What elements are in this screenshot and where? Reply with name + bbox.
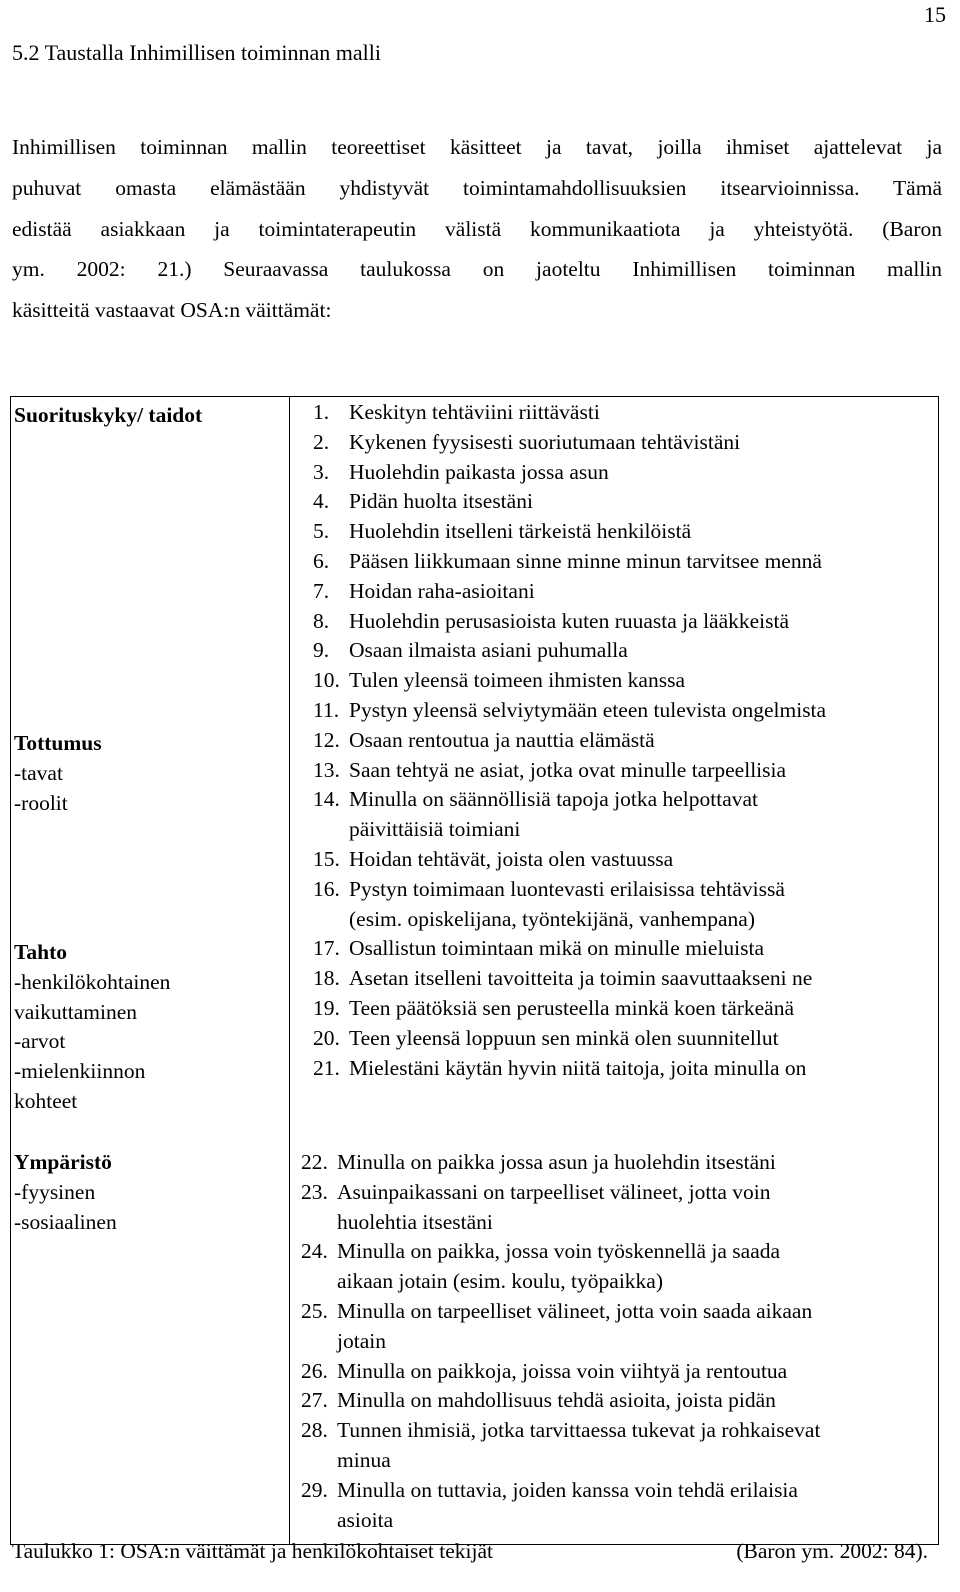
statement-number: 9. xyxy=(313,638,330,663)
category-sub: -arvot xyxy=(14,1029,66,1054)
statement-text: Asuinpaikassani on tarpeelliset välineet, jotta voin xyxy=(337,1179,771,1204)
category-title: Tahto xyxy=(14,940,67,964)
statement-number: 20. xyxy=(313,1025,340,1050)
statement-item xyxy=(301,1416,820,1446)
statement-text: Osallistun toimintaan mikä on minulle mieluista xyxy=(349,936,765,961)
statement-number: 6. xyxy=(313,548,330,573)
statement-continuation: (esim. opiskelijana, työntekijänä, vanhempana) xyxy=(349,906,755,931)
statement-text: Hoidan tehtävät, joista olen vastuussa xyxy=(349,846,674,871)
statement-number: 19. xyxy=(313,995,340,1020)
statement-text: Tunnen ihmisiä, jotka tarvittaessa tukevat ja rohkaisevat xyxy=(337,1418,821,1443)
statement-item xyxy=(313,1054,826,1084)
statement-item xyxy=(313,547,826,577)
category-sub: -fyysinen xyxy=(14,1179,96,1204)
statement-text: Keskityn tehtäviini riittävästi xyxy=(349,400,600,424)
statement-item xyxy=(301,1297,820,1327)
statement-text: Minulla on paikka jossa asun ja huolehdin itsestäni xyxy=(337,1150,776,1174)
statement-continuation: päivittäisiä toimiani xyxy=(349,817,521,842)
statement-text: Pidän huolta itsestäni xyxy=(349,489,533,514)
statement-item xyxy=(313,726,826,756)
category-sub: -tavat xyxy=(14,760,63,785)
statement-item xyxy=(313,934,826,964)
statement-item xyxy=(313,577,826,607)
statement-continuation: jotain xyxy=(337,1328,386,1353)
category-title: Suorituskyky/ taidot xyxy=(14,403,203,427)
statement-item xyxy=(313,458,826,488)
statement-text: Minulla on paikkoja, joissa voin viihtyä ja rentoutua xyxy=(337,1358,788,1383)
paragraph-line: käsitteitä vastaavat OSA:n väittämät: xyxy=(12,298,332,323)
statement-number: 23. xyxy=(301,1179,328,1204)
statement-text: Minulla on tarpeelliset välineet, jotta voin saada aikaan xyxy=(337,1298,813,1323)
statement-text: Tulen yleensä toimeen ihmisten kanssa xyxy=(349,668,685,693)
statement-item xyxy=(313,487,826,517)
statement-text: Asetan itselleni tavoitteita ja toimin saavuttaakseni ne xyxy=(349,966,813,991)
statement-item xyxy=(313,666,826,696)
statement-text: Minulla on säännöllisiä tapoja jotka helpottavat xyxy=(349,787,759,812)
statement-text: Huolehdin itselleni tärkeistä henkilöistä xyxy=(349,519,692,544)
statement-item xyxy=(313,845,826,875)
statement-text: Pystyn yleensä selviytymään eteen tulevista ongelmista xyxy=(349,697,827,722)
statement-text: Minulla on mahdollisuus tehdä asioita, joista pidän xyxy=(337,1388,776,1413)
statement-text: Osaan ilmaista asiani puhumalla xyxy=(349,638,628,663)
statement-item xyxy=(313,875,826,905)
statement-number: 11. xyxy=(313,697,340,722)
statement-number: 21. xyxy=(313,1055,340,1080)
statement-number: 24. xyxy=(301,1239,328,1264)
paragraph-line: Inhimillisen toiminnan mallin teoreettiset käsitteet ja tavat, joilla ihmiset ajattelevat ja xyxy=(12,135,942,159)
paragraph-line: ym. 2002: 21.) Seuraavassa taulukossa on jaoteltu Inhimillisen toiminnan mallin xyxy=(12,257,942,282)
statement-text: Osaan rentoutua ja nauttia elämästä xyxy=(349,727,655,752)
statement-number: 12. xyxy=(313,727,340,752)
page-number: 15 xyxy=(924,2,946,27)
statement-item xyxy=(313,1024,826,1054)
statement-number: 28. xyxy=(301,1418,328,1443)
statement-text: Saan tehtyä ne asiat, jotka ovat minulle tarpeellisia xyxy=(349,757,787,782)
statement-item xyxy=(313,517,826,547)
statement-text: Minulla on tuttavia, joiden kanssa voin tehdä erilaisia xyxy=(337,1477,798,1502)
category-sub: -roolit xyxy=(14,790,68,815)
statement-continuation: aikaan jotain (esim. koulu, työpaikka) xyxy=(337,1269,663,1294)
statement-text: Teen päätöksiä sen perusteella minkä koen tärkeänä xyxy=(349,995,795,1020)
statement-item xyxy=(313,398,826,428)
category-environment xyxy=(14,1148,117,1237)
category-sub: kohteet xyxy=(14,1088,78,1113)
caption-source: (Baron ym. 2002: 84). xyxy=(736,1539,928,1563)
statement-text: Minulla on paikka, jossa voin työskennellä ja saada xyxy=(337,1239,781,1264)
statement-item xyxy=(313,696,826,726)
statement-number: 13. xyxy=(313,757,340,782)
statement-number: 5. xyxy=(313,519,330,544)
category-performance xyxy=(14,401,202,431)
statement-text: Huolehdin paikasta jossa asun xyxy=(349,459,609,484)
statement-continuation: huolehtia itsestäni xyxy=(337,1209,493,1234)
statement-number: 3. xyxy=(313,459,330,484)
statement-text: Teen yleensä loppuun sen minkä olen suunnitellut xyxy=(349,1025,779,1050)
category-sub: -henkilökohtainen xyxy=(14,969,171,994)
statement-item xyxy=(301,1178,820,1208)
category-sub: -mielenkiinnon xyxy=(14,1059,146,1084)
statement-text: Kykenen fyysisesti suoriutumaan tehtävistäni xyxy=(349,429,741,454)
table-caption xyxy=(12,1539,928,1564)
paragraph-line: edistää asiakkaan ja toimintaterapeutin välistä kommunikaatiota ja yhteistyötä. (Baron xyxy=(12,216,942,241)
statement-continuation: asioita xyxy=(337,1507,394,1532)
statement-item xyxy=(301,1386,820,1416)
statement-number: 2. xyxy=(313,429,330,454)
category-title: Ympäristö xyxy=(14,1150,112,1174)
environment-statement-list xyxy=(301,1148,820,1535)
statement-text: Huolehdin perusasioista kuten ruuasta ja lääkkeistä xyxy=(349,608,790,633)
statement-item xyxy=(313,636,826,666)
category-sub: vaikuttaminen xyxy=(14,999,137,1024)
statement-item xyxy=(313,994,826,1024)
category-habituation xyxy=(14,729,102,818)
statement-number: 1. xyxy=(313,400,330,424)
caption-text: Taulukko 1: OSA:n väittämät ja henkilökohtaiset tekijät xyxy=(12,1539,493,1563)
statement-item xyxy=(313,756,826,786)
statement-text: Mielestäni käytän hyvin niitä taitoja, joita minulla on xyxy=(349,1055,807,1080)
category-volition xyxy=(14,938,170,1117)
statement-number: 10. xyxy=(313,668,340,693)
column-divider xyxy=(289,397,290,1544)
statement-text: Hoidan raha-asioitani xyxy=(349,578,535,603)
statement-item xyxy=(301,1148,820,1178)
statement-number: 15. xyxy=(313,846,340,871)
statement-text: Pystyn toimimaan luontevasti erilaisissa tehtävissä xyxy=(349,876,785,901)
statement-item xyxy=(313,607,826,637)
statement-number: 22. xyxy=(301,1150,328,1174)
statement-item xyxy=(313,785,826,815)
statement-number: 26. xyxy=(301,1358,328,1383)
statement-number: 16. xyxy=(313,876,340,901)
osa-table xyxy=(10,396,939,1545)
statement-number: 17. xyxy=(313,936,340,961)
statement-number: 8. xyxy=(313,608,330,633)
statement-item xyxy=(313,964,826,994)
statement-number: 18. xyxy=(313,966,340,991)
statement-item xyxy=(301,1237,820,1267)
category-title: Tottumus xyxy=(14,731,102,755)
statement-list xyxy=(313,398,826,1083)
statement-number: 29. xyxy=(301,1477,328,1502)
statement-number: 25. xyxy=(301,1298,328,1323)
statement-number: 7. xyxy=(313,578,330,603)
statement-item xyxy=(313,428,826,458)
section-heading: 5.2 Taustalla Inhimillisen toiminnan malli xyxy=(12,40,381,65)
category-sub: -sosiaalinen xyxy=(14,1209,117,1234)
statement-number: 27. xyxy=(301,1388,328,1413)
statement-text: Pääsen liikkumaan sinne minne minun tarvitsee mennä xyxy=(349,548,822,573)
statement-number: 4. xyxy=(313,489,330,514)
statement-number: 14. xyxy=(313,787,340,812)
statement-item xyxy=(301,1476,820,1506)
intro-paragraph xyxy=(12,127,942,331)
statement-continuation: minua xyxy=(337,1447,391,1472)
paragraph-line: puhuvat omasta elämästään yhdistyvät toimintamahdollisuuksien itsearvioinnissa. Tämä xyxy=(12,175,942,200)
statement-item xyxy=(301,1357,820,1387)
